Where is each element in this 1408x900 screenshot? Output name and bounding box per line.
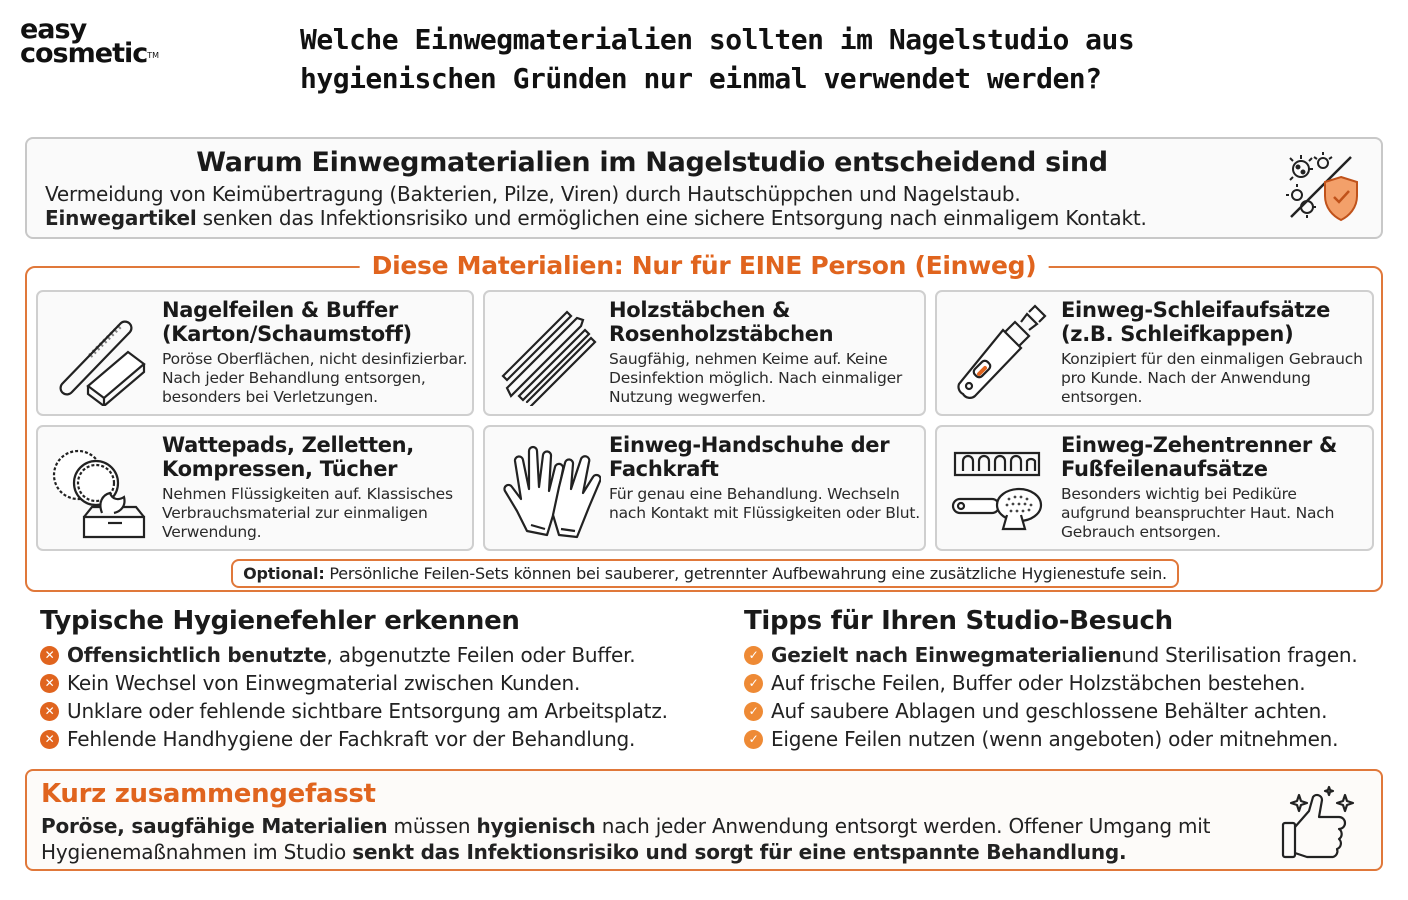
check-icon: ✓ <box>744 646 763 665</box>
nail-file-buffer-icon <box>50 302 154 406</box>
card-text: Besonders wichtig bei Pediküre aufgrund beanspruchter Haut. Nach Gebrauch entsorgen. <box>1061 485 1335 541</box>
material-card <box>935 290 1374 416</box>
intro-line-1: Vermeidung von Keimübertragung (Bakterien, Pilze, Viren) durch Hautschüppchen und Nagelstaub. <box>45 182 1021 206</box>
material-card <box>483 425 926 551</box>
cross-icon: ✕ <box>40 646 59 665</box>
optional-note: Optional: Persönliche Feilen-Sets können bei sauberer, getrennter Aufbewahrung eine zusätzliche Hygienestufe sein. <box>231 559 1179 588</box>
card-title: Einweg-Schleifaufsätze (z.B. Schleifkappen) <box>1061 298 1331 346</box>
intro-title: Warum Einwegmaterialien im Nagelstudio entscheidend sind <box>196 147 1108 178</box>
card-title: Einweg-Handschuhe der Fachkraft <box>609 433 890 481</box>
materials-section <box>25 251 1383 592</box>
intro-line-2: Einwegartikel senken das Infektionsrisiko und ermöglichen eine sichere Entsorgung nach einmaligem Kontakt. <box>45 206 1147 230</box>
logo-line-2: cosmetic™ <box>20 38 160 69</box>
intro-text <box>45 182 1147 230</box>
card-title: Einweg-Zehentrenner & Fußfeilenaufsätze <box>1061 433 1337 481</box>
gloves-icon <box>497 437 601 541</box>
check-icon: ✓ <box>744 702 763 721</box>
thumbs-up-sparkle-icon <box>1277 783 1359 863</box>
tips-list <box>744 641 1358 753</box>
cotton-pads-tissues-icon <box>50 437 154 541</box>
toe-separator-foot-file-icon <box>949 437 1053 541</box>
intro-box <box>25 137 1383 239</box>
logo-line-1: easy <box>20 14 87 45</box>
card-text: Für genau eine Behandlung. Wechseln nach Kontakt mit Flüssigkeiten oder Blut. <box>609 485 920 522</box>
page-title: Welche Einwegmaterialien sollten im Nagelstudio aus hygienischen Gründen nur einmal verwendet werden? <box>300 23 1135 95</box>
list-item: ✓ Auf frische Feilen, Buffer oder Holzstäbchen bestehen. <box>744 669 1358 697</box>
summary-title: Kurz zusammengefasst <box>41 779 376 809</box>
materials-title: Diese Materialien: Nur für EINE Person (Einweg) <box>360 251 1049 280</box>
material-card <box>935 425 1374 551</box>
card-title: Nagelfeilen & Buffer (Karton/Schaumstoff) <box>162 298 412 346</box>
card-text: Saugfähig, nehmen Keime auf. Keine Desinfektion möglich. Nach einmaliger Nutzung wegwerfen. <box>609 350 903 406</box>
material-card <box>36 290 474 416</box>
material-card <box>36 425 474 551</box>
list-item: ✕ Fehlende Handhygiene der Fachkraft vor der Behandlung. <box>40 725 668 753</box>
wooden-sticks-icon <box>497 302 601 406</box>
card-title: Holzstäbchen & Rosenholzstäbchen <box>609 298 834 346</box>
errors-title: Typische Hygienefehler erkennen <box>40 606 520 636</box>
list-item: ✓ Gezielt nach Einwegmaterialien und Sterilisation fragen. <box>744 641 1358 669</box>
errors-list <box>40 641 668 753</box>
material-card <box>483 290 926 416</box>
nail-drill-icon <box>949 302 1053 406</box>
card-title: Wattepads, Zelletten, Kompressen, Tücher <box>162 433 414 481</box>
tips-title: Tipps für Ihren Studio-Besuch <box>744 606 1173 636</box>
card-text: Nehmen Flüssigkeiten auf. Klassisches Verbrauchsmaterial zur einmaligen Verwendung. <box>162 485 453 541</box>
list-item: ✓ Eigene Feilen nutzen (wenn angeboten) oder mitnehmen. <box>744 725 1358 753</box>
list-item: ✕ Unklare oder fehlende sichtbare Entsorgung am Arbeitsplatz. <box>40 697 668 725</box>
card-text: Konzipiert für den einmaligen Gebrauch pro Kunde. Nach der Anwendung entsorgen. <box>1061 350 1363 406</box>
check-icon: ✓ <box>744 730 763 749</box>
check-icon: ✓ <box>744 674 763 693</box>
brand-logo[interactable] <box>20 14 190 70</box>
list-item: ✓ Auf saubere Ablagen und geschlossene Behälter achten. <box>744 697 1358 725</box>
summary-box <box>25 769 1383 871</box>
list-item: ✕ Offensichtlich benutzte , abgenutzte Feilen oder Buffer. <box>40 641 668 669</box>
list-item: ✕ Kein Wechsel von Einwegmaterial zwischen Kunden. <box>40 669 668 697</box>
card-text: Poröse Oberflächen, nicht desinfizierbar. Nach jeder Behandlung entsorgen, besonders bei Verletzungen. <box>162 350 468 406</box>
cross-icon: ✕ <box>40 702 59 721</box>
germs-shield-icon <box>1283 149 1363 229</box>
cross-icon: ✕ <box>40 674 59 693</box>
summary-text: Poröse, saugfähige Materialien müssen hygienisch nach jeder Anwendung entsorgt werden. Offener Umgang mit Hygienemaßnahmen im Studio senkt das Infektionsrisiko und sorgt für eine entspannte Behandlung. <box>41 814 1211 864</box>
cross-icon: ✕ <box>40 730 59 749</box>
